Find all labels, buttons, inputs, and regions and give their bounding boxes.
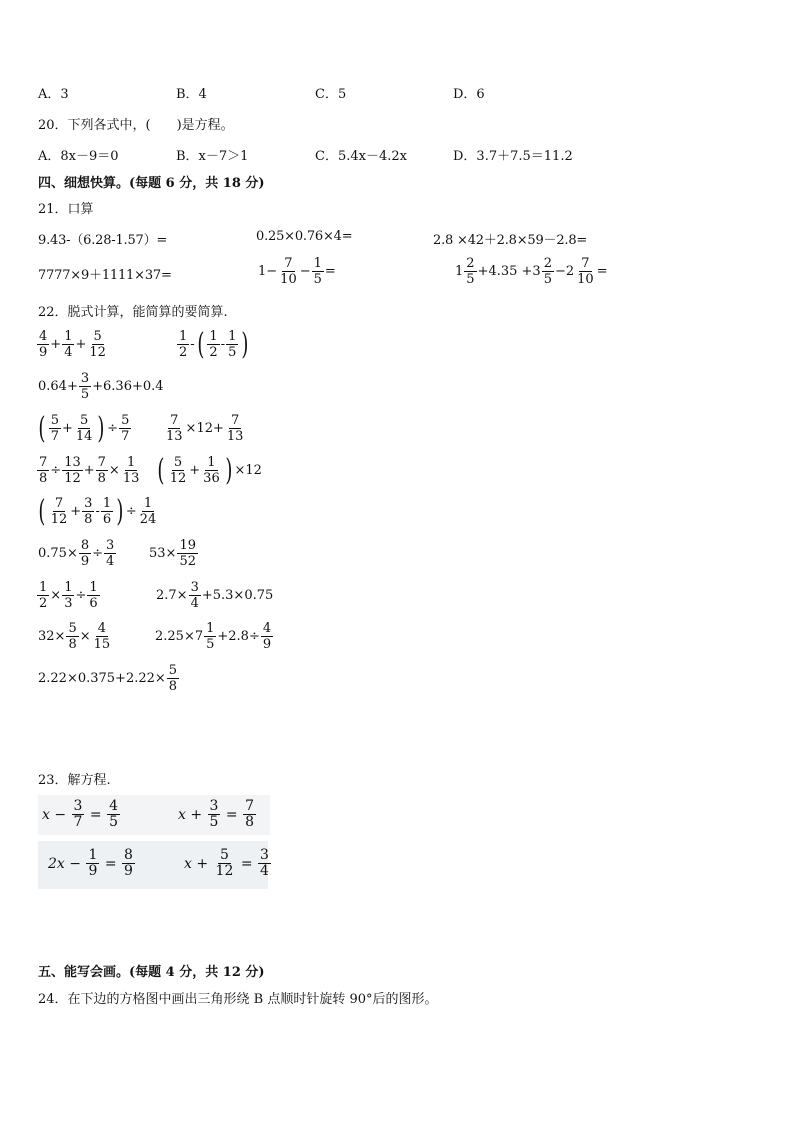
operator: 2x — [48, 855, 65, 872]
fraction — [62, 455, 83, 486]
fraction — [243, 799, 256, 830]
denominator: 8 — [168, 679, 178, 694]
numerator: 1 — [228, 329, 237, 344]
q22-expr-a2 — [176, 326, 251, 362]
numerator: 1 — [126, 455, 136, 470]
fraction — [74, 413, 95, 444]
numerator: 8 — [80, 538, 90, 553]
operator: 53× — [149, 546, 177, 561]
section-5-heading: 五、能写会画。(每题 4 分，共 12 分) — [38, 965, 265, 980]
operator: +2.8÷ — [217, 629, 260, 644]
numerator: 5 — [173, 455, 183, 470]
numerator: 4 — [39, 329, 48, 344]
operator: = — [225, 806, 238, 823]
operator: + — [75, 337, 87, 352]
denominator: 9 — [39, 345, 48, 360]
denominator: 4 — [106, 554, 115, 569]
fraction — [121, 455, 142, 486]
denominator: 24 — [139, 512, 157, 527]
q23-equation-3 — [48, 848, 136, 879]
parenthesis: ) — [97, 410, 105, 446]
denominator: 8 — [39, 471, 48, 486]
fraction — [138, 496, 159, 527]
numerator: 7 — [581, 256, 590, 271]
denominator: 5 — [209, 814, 219, 830]
expression-part: +4.35 +3 — [477, 264, 541, 279]
numerator: 1 — [206, 621, 215, 636]
q21-title: 21．口算 — [38, 202, 94, 217]
numerator: 5 — [50, 413, 59, 428]
denominator: 9 — [262, 637, 272, 652]
q19-option-b: B．4 — [176, 87, 207, 102]
denominator: 5 — [80, 387, 90, 402]
denominator: 4 — [64, 345, 73, 360]
q22-expr-f1 — [38, 538, 117, 569]
fraction — [82, 496, 94, 527]
numerator: 1 — [179, 329, 188, 344]
q20-stem: 20．下列各式中，( )是方程。 — [38, 118, 234, 133]
fraction — [204, 621, 216, 652]
denominator: 8 — [97, 471, 106, 486]
denominator: 13 — [226, 429, 244, 444]
q20-option-b: B．x－7＞1 — [176, 149, 249, 164]
operator: × — [50, 588, 62, 603]
operator: ÷ — [75, 588, 87, 603]
numerator: 8 — [124, 847, 133, 863]
expression-part: −2 — [554, 264, 575, 279]
q23-equation-4 — [184, 848, 272, 879]
fraction — [62, 580, 74, 611]
q21-item-5 — [258, 256, 336, 287]
operator: ÷ — [125, 504, 137, 519]
fraction — [258, 848, 271, 879]
denominator: 13 — [122, 471, 140, 486]
q19-option-a: A．3 — [38, 87, 69, 102]
q23-title: 23．解方程. — [38, 773, 111, 788]
operator: − — [299, 264, 311, 279]
denominator: 9 — [124, 863, 133, 879]
fraction — [278, 256, 299, 287]
fraction — [119, 413, 131, 444]
q24-stem: 24．在下边的方格图中画出三角形绕 B 点顺时针旋转 90°后的图形。 — [38, 992, 438, 1007]
denominator: 12 — [215, 863, 234, 879]
operator: + — [190, 806, 203, 823]
fraction — [37, 455, 49, 486]
operator: − — [54, 806, 67, 823]
fraction — [49, 413, 61, 444]
fraction — [96, 455, 108, 486]
numerator: 3 — [260, 847, 269, 863]
denominator: 7 — [121, 429, 130, 444]
q22-expr-g2 — [156, 580, 273, 611]
fraction — [104, 538, 116, 569]
numerator: 4 — [109, 798, 119, 814]
q21-item-5-pre: 1− — [258, 264, 278, 279]
operator: + — [50, 337, 62, 352]
numerator: 2 — [543, 256, 552, 271]
numerator: 7 — [231, 413, 240, 428]
q20-option-a: A．8x－9＝0 — [38, 149, 119, 164]
fraction — [168, 455, 189, 486]
operator: = — [240, 855, 253, 872]
numerator: 1 — [39, 580, 48, 595]
denominator: 5 — [466, 272, 475, 287]
fraction — [86, 848, 99, 879]
equals: = — [596, 264, 608, 279]
q22-expr-a1 — [36, 329, 109, 360]
fraction — [225, 413, 246, 444]
operator: x — [178, 806, 186, 823]
operator: 0.75× — [38, 546, 78, 561]
operator: ÷ — [50, 463, 62, 478]
operator: +5.3×0.75 — [201, 588, 274, 603]
denominator: 4 — [190, 596, 199, 611]
numerator: 3 — [190, 580, 199, 595]
q21-item-1: 9.43-（6.28-1.57）= — [38, 233, 168, 248]
numerator: 13 — [64, 455, 81, 470]
operator: + — [83, 463, 95, 478]
fraction — [79, 371, 91, 402]
q21-item-6 — [455, 256, 608, 287]
denominator: 7 — [73, 814, 83, 830]
whole-number: 1 — [455, 264, 464, 279]
numerator: 4 — [97, 621, 107, 636]
parenthesis: ) — [225, 452, 233, 488]
q22-expr-e1 — [36, 493, 159, 529]
fraction — [49, 496, 70, 527]
numerator: 7 — [54, 496, 64, 511]
q22-title: 22．脱式计算，能简算的要简算. — [38, 305, 228, 320]
operator: 2.25×7 — [155, 629, 204, 644]
parenthesis: ) — [241, 326, 249, 362]
q19-option-d: D．6 — [453, 87, 485, 102]
parenthesis: ( — [38, 410, 46, 446]
numerator: 2 — [466, 256, 475, 271]
numerator: 5 — [220, 847, 229, 863]
numerator: 1 — [207, 455, 216, 470]
denominator: 8 — [68, 637, 77, 652]
numerator: 1 — [64, 580, 73, 595]
numerator: 5 — [121, 413, 130, 428]
denominator: 2 — [179, 345, 188, 360]
operator: ×12+ — [185, 421, 224, 436]
numerator: 3 — [73, 798, 83, 814]
operator: +6.36+0.4 — [92, 379, 164, 394]
operator: × — [79, 629, 91, 644]
operator: + — [196, 855, 209, 872]
denominator: 6 — [89, 596, 98, 611]
denominator: 2 — [209, 345, 218, 360]
q22-expr-b1 — [38, 371, 164, 402]
q23-equation-1 — [42, 799, 121, 830]
operator: - — [190, 337, 195, 352]
equals: = — [324, 264, 336, 279]
denominator: 5 — [228, 345, 237, 360]
q22-expr-d1 — [36, 455, 142, 486]
q22-expr-c1 — [36, 410, 132, 446]
operator: 2.22×0.375+2.22× — [38, 671, 166, 686]
numerator: 1 — [64, 329, 73, 344]
numerator: 1 — [102, 496, 112, 511]
fraction — [261, 621, 273, 652]
fraction — [167, 663, 179, 694]
denominator: 10 — [280, 272, 297, 287]
denominator: 5 — [313, 272, 322, 287]
operator: 32× — [38, 629, 66, 644]
numerator: 3 — [84, 496, 93, 511]
q22-expr-c2 — [163, 413, 246, 444]
fraction — [79, 538, 91, 569]
operator: ×12 — [234, 463, 262, 478]
numerator: 7 — [284, 256, 293, 271]
operator: 0.64+ — [38, 379, 78, 394]
operator: 2.7× — [156, 588, 188, 603]
numerator: 1 — [89, 580, 98, 595]
parenthesis: ) — [116, 493, 124, 529]
section-4-heading: 四、细想快算。(每题 6 分，共 18 分) — [38, 176, 265, 191]
q21-item-3: 2.8 ×42＋2.8×59－2.8= — [433, 233, 588, 248]
operator: - — [220, 337, 226, 352]
operator: ÷ — [92, 546, 104, 561]
numerator: 3 — [106, 538, 115, 553]
fraction — [208, 799, 221, 830]
fraction — [189, 580, 201, 611]
q20-option-c: C．5.4x－4.2x — [315, 149, 407, 164]
fraction — [37, 329, 49, 360]
denominator: 15 — [93, 637, 111, 652]
operator: = — [89, 806, 102, 823]
q21-item-2: 0.25×0.76×4= — [256, 229, 353, 244]
fraction — [37, 580, 49, 611]
parenthesis: ( — [38, 493, 46, 529]
operator: − — [69, 855, 81, 872]
denominator: 36 — [203, 471, 220, 486]
denominator: 10 — [577, 272, 594, 287]
q22-expr-d2 — [155, 452, 262, 488]
denominator: 12 — [169, 471, 187, 486]
numerator: 5 — [93, 329, 102, 344]
denominator: 12 — [89, 345, 106, 360]
denominator: 13 — [166, 429, 183, 444]
fraction — [122, 848, 135, 879]
fraction — [87, 580, 99, 611]
numerator: 1 — [88, 847, 98, 863]
denominator: 3 — [64, 596, 73, 611]
fraction — [72, 799, 85, 830]
numerator: 7 — [245, 798, 255, 814]
denominator: 5 — [206, 637, 215, 652]
denominator: 9 — [80, 554, 90, 569]
numerator: 1 — [313, 256, 322, 271]
q19-option-c: C．5 — [315, 87, 347, 102]
fraction — [62, 329, 74, 360]
q22-expr-f2 — [149, 538, 199, 569]
denominator: 8 — [245, 814, 255, 830]
numerator: 4 — [262, 621, 272, 636]
fraction — [201, 455, 222, 486]
operator: × — [108, 463, 120, 478]
fraction — [107, 799, 120, 830]
denominator: 7 — [50, 429, 59, 444]
fraction — [464, 256, 476, 287]
denominator: 2 — [39, 596, 48, 611]
q21-item-4: 7777×9＋1111×37= — [38, 268, 172, 283]
numerator: 1 — [209, 329, 218, 344]
numerator: 5 — [68, 621, 77, 636]
denominator: 5 — [109, 814, 119, 830]
numerator: 7 — [170, 413, 179, 428]
denominator: 4 — [260, 863, 269, 879]
parenthesis: ( — [197, 326, 205, 362]
operator: x — [42, 806, 50, 823]
operator: + — [70, 504, 82, 519]
numerator: 3 — [209, 798, 219, 814]
numerator: 5 — [168, 663, 178, 678]
denominator: 14 — [75, 429, 93, 444]
fraction — [575, 256, 596, 287]
q22-expr-h1 — [38, 621, 113, 652]
operator: + — [189, 463, 201, 478]
operator: ÷ — [107, 421, 119, 436]
q23-equation-2 — [178, 799, 257, 830]
operator: = — [104, 855, 117, 872]
fraction — [226, 329, 238, 360]
operator: + — [62, 421, 73, 436]
fraction — [177, 538, 198, 569]
fraction — [207, 329, 219, 360]
fraction — [177, 329, 189, 360]
fraction — [542, 256, 554, 287]
fraction — [92, 621, 113, 652]
fraction — [87, 329, 108, 360]
fraction — [214, 848, 236, 879]
denominator: 12 — [50, 512, 68, 527]
operator: x — [184, 855, 192, 872]
numerator: 7 — [39, 455, 48, 470]
q22-expr-i1 — [38, 663, 180, 694]
fraction — [164, 413, 185, 444]
denominator: 8 — [84, 512, 93, 527]
fraction — [312, 256, 324, 287]
numerator: 19 — [179, 538, 196, 553]
numerator: 5 — [80, 413, 89, 428]
q22-expr-h2 — [155, 621, 274, 652]
denominator: 5 — [543, 272, 552, 287]
denominator: 9 — [88, 863, 98, 879]
fraction — [66, 621, 78, 652]
numerator: 3 — [80, 371, 90, 386]
numerator: 1 — [143, 496, 153, 511]
parenthesis: ( — [157, 452, 165, 488]
q20-option-d: D．3.7＋7.5＝11.2 — [453, 149, 573, 164]
fraction — [101, 496, 113, 527]
denominator: 52 — [179, 554, 196, 569]
q22-expr-g1 — [36, 580, 101, 611]
numerator: 7 — [97, 455, 106, 470]
operator: - — [95, 504, 100, 519]
denominator: 12 — [64, 471, 81, 486]
denominator: 6 — [102, 512, 112, 527]
